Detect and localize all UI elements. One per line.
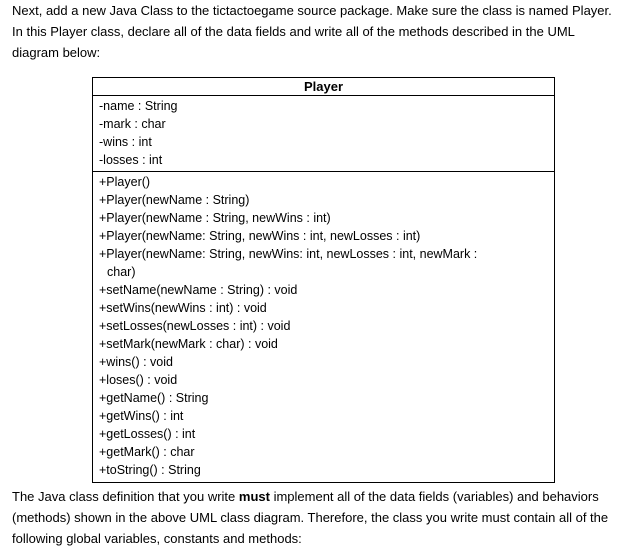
outro-paragraph (12, 486, 636, 549)
uml-method: +toString() : String (99, 463, 201, 477)
uml-field: -mark : char (99, 117, 166, 131)
uml-methods-section (93, 172, 554, 482)
uml-method: +Player() (99, 175, 151, 189)
uml-method: +loses() : void (99, 373, 178, 387)
uml-method: +wins() : void (99, 355, 173, 369)
outro-line-1 (12, 486, 636, 507)
uml-method: +getLosses() : int (99, 427, 196, 441)
uml-method: +Player(newName : String) (99, 193, 250, 207)
intro-line-1: Next, add a new Java Class to the tictactoegame source package. Make sure the class is named Player. (12, 3, 612, 18)
uml-field: -name : String (99, 99, 178, 113)
outro-text-before: The Java class definition that you write (12, 489, 239, 504)
uml-class-diagram (92, 77, 555, 483)
uml-method-continuation: char) (107, 265, 136, 279)
intro-line-2: In this Player class, declare all of the data fields and write all of the methods described in the UML (12, 24, 575, 39)
outro-line-3: following global variables, constants and methods: (12, 531, 302, 546)
intro-line-3: diagram below: (12, 45, 101, 60)
uml-fields-section (93, 96, 554, 172)
outro-emphasis: must (238, 489, 270, 504)
uml-method: +setLosses(newLosses : int) : void (99, 319, 291, 333)
uml-method: +getName() : String (99, 391, 209, 405)
uml-method: +Player(newName: String, newWins : int, newLosses : int) (99, 229, 421, 243)
uml-class-name: Player (93, 78, 554, 96)
uml-method: +getMark() : char (99, 445, 195, 459)
uml-method: +Player(newName : String, newWins : int) (99, 211, 331, 225)
outro-text-after: implement all of the data fields (variables) and behaviors (269, 489, 599, 504)
intro-paragraph (12, 0, 636, 63)
uml-method: +setWins(newWins : int) : void (99, 301, 267, 315)
outro-line-2: (methods) shown in the above UML class diagram. Therefore, the class you write must contain all of the (12, 510, 609, 525)
uml-method: +Player(newName: String, newWins: int, newLosses : int, newMark : (99, 247, 478, 261)
uml-method: +getWins() : int (99, 409, 184, 423)
uml-method: +setMark(newMark : char) : void (99, 337, 278, 351)
uml-field: -wins : int (99, 135, 152, 149)
uml-field: -losses : int (99, 153, 163, 167)
uml-method: +setName(newName : String) : void (99, 283, 298, 297)
